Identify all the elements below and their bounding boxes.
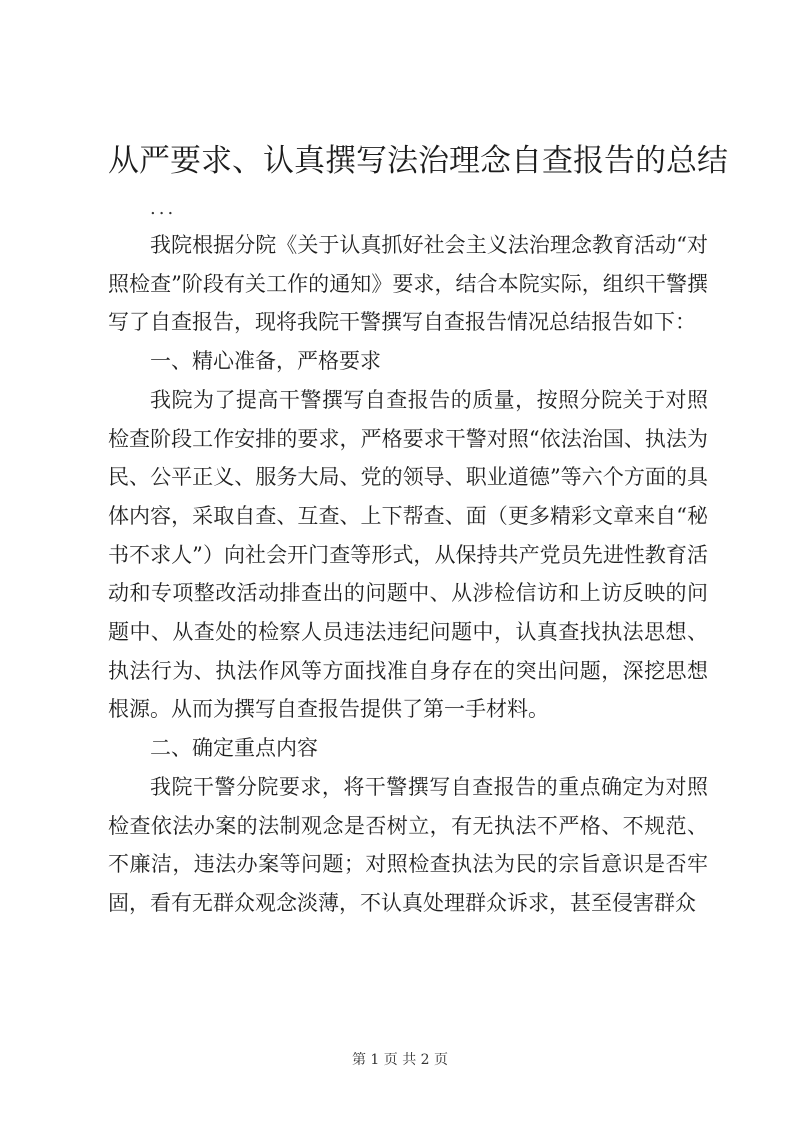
document-body (108, 226, 708, 923)
section-heading-1: 一、精心准备，严格要求 (150, 349, 381, 374)
paragraph-intro: 我院根据分院《关于认真抓好社会主义法治理念教育活动“对照检查”阶段有关工作的通知》要求，结合本院实际，组织干警撰写了自查报告，现将我院干警撰写自查报告情况总结报告如下： (108, 233, 708, 335)
paragraph-section-2: 我院干警分院要求，将干警撰写自查报告的重点确定为对照检查依法办案的法制观念是否树立，有无执法不严格、不规范、不廉洁，违法办案等问题；对照检查执法为民的宗旨意识是否牢固，看有无群众观念淡薄，不认真处理群众诉求，甚至侵害群众 (108, 774, 708, 915)
paragraph-section-1: 我院为了提高干警撰写自查报告的质量，按照分院关于对照检查阶段工作安排的要求，严格要求干警对照“依法治国、执法为民、公平正义、服务大局、党的领导、职业道德”等六个方面的具体内容，采取自查、互查、上下帮查、面（更多精彩文章来自“秘书不求人”）向社会开门查等形式，从保持共产党员先进性教育活动和专项整改活动排查出的问题中、从涉检信访和上访反映的问题中、从查处的检察人员违法违纪问题中，认真查找执法思想、执法行为、执法作风等方面找准自身存在的突出问题，深挖思想根源。从而为撰写自查报告提供了第一手材料。 (108, 387, 708, 722)
page-number-footer: 第 1 页 共 2 页 (351, 1052, 449, 1068)
document-title: 从严要求、认真撰写法治理念自查报告的总结 (108, 143, 728, 179)
section-heading-2: 二、确定重点内容 (150, 736, 318, 761)
ellipsis-mark: ... (150, 198, 177, 219)
